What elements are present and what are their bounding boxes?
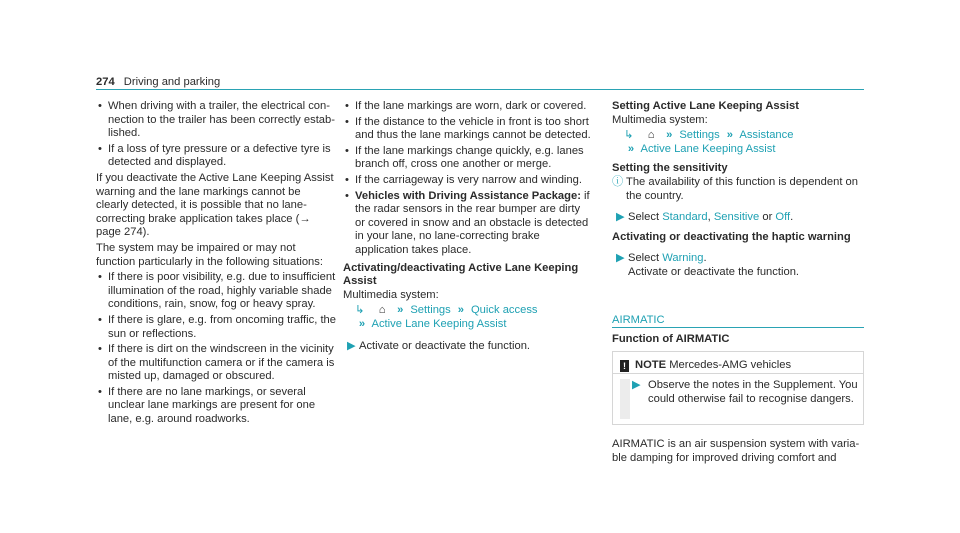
chevron-double-right-icon: » xyxy=(397,304,404,317)
period: . xyxy=(703,252,707,265)
home-icon: ⌂ xyxy=(647,129,655,142)
column-1 xyxy=(96,100,336,429)
multimedia-label: Multimedia system: xyxy=(612,113,708,126)
menu-settings-link[interactable]: Settings xyxy=(410,304,451,317)
menu-active-lane-keeping-link[interactable]: Active Lane Keeping Assist xyxy=(371,317,507,330)
chevron-double-right-icon: » xyxy=(726,129,733,142)
column-2 xyxy=(343,100,593,353)
option-standard[interactable]: Standard xyxy=(662,211,708,224)
list-item xyxy=(343,190,593,258)
info-icon: ⓘ xyxy=(612,175,624,188)
list-item: • If the carriageway is very narrow and winding. xyxy=(343,174,593,188)
section-heading: Setting the sensitivity xyxy=(612,162,728,175)
instruction-step xyxy=(612,252,864,279)
list-item: • If there is dirt on the windscreen in the vicinity of the multifunction camera or if the camera is misted up, damaged or obscured. xyxy=(96,343,336,384)
play-arrow-icon: ▶ xyxy=(616,211,625,224)
chevron-double-right-icon: » xyxy=(457,304,464,317)
instruction-step xyxy=(612,211,864,225)
header-rule xyxy=(96,89,864,90)
chevron-double-right-icon: » xyxy=(666,129,673,142)
step-text: Activate or deactivate the function. xyxy=(359,339,531,352)
menu-path xyxy=(343,304,593,318)
note-header xyxy=(620,359,791,373)
select-label: Select xyxy=(628,252,663,265)
bullet-list-2 xyxy=(343,100,593,258)
instruction-step xyxy=(343,340,593,354)
menu-assistance-link[interactable]: Assistance xyxy=(739,129,794,142)
section-title: AIRMATIC xyxy=(612,314,665,326)
note-heading: Mercedes-AMG vehicles xyxy=(669,359,792,371)
period: . xyxy=(790,211,794,224)
menu-path-continued xyxy=(343,318,593,332)
play-arrow-icon: ▶ xyxy=(347,339,356,352)
separator: , xyxy=(707,211,714,224)
bullet-list-1 xyxy=(96,100,336,170)
function-title: Function of AIRMATIC xyxy=(612,333,730,345)
home-icon: ⌂ xyxy=(378,304,386,317)
section-heading: Activating/deactivating Active Lane Keeping Assist xyxy=(343,261,579,288)
play-arrow-icon: ▶ xyxy=(632,379,641,391)
chevron-double-right-icon: » xyxy=(627,142,635,155)
info-text: The availability of this function is dependent on the country. xyxy=(626,175,858,202)
paragraph: The system may be impaired or may not function particularly in the following situations: xyxy=(96,241,323,268)
note-label: NOTE xyxy=(635,359,667,371)
package-text: if the radar sensors in the rear bumper are dirty or covered in snow and an obstacle is detected in your lane, no lane-correcting brake application takes place. xyxy=(355,189,590,256)
situations-list xyxy=(96,271,336,427)
option-warning[interactable]: Warning xyxy=(662,252,704,265)
package-label: Vehicles with Driving Assistance Package: xyxy=(355,189,581,202)
select-label: Select xyxy=(628,211,663,224)
note-text: Observe the notes in the Supplement. You could otherwise fail to recognise dangers. xyxy=(648,379,858,405)
section-name: Driving and parking xyxy=(123,76,221,88)
return-arrow-icon: ↳ xyxy=(355,304,365,317)
menu-active-lane-keeping-link[interactable]: Active Lane Keeping Assist xyxy=(640,142,776,155)
list-item: • If there are no lane markings, or several unclear lane markings are present for one lane, e.g. around roadworks. xyxy=(96,386,336,427)
play-arrow-icon: ▶ xyxy=(616,252,625,265)
section-rule xyxy=(612,327,864,328)
menu-path xyxy=(612,129,864,143)
chevron-double-right-icon: » xyxy=(358,317,366,330)
paragraph: AIRMATIC is an air suspension system with variable damping for improved driving comfort and xyxy=(612,438,860,464)
section-heading: Activating or deactivating the haptic warning xyxy=(612,230,851,243)
menu-settings-link[interactable]: Settings xyxy=(679,129,720,142)
separator: or xyxy=(759,211,776,224)
list-item: • If the lane markings are worn, dark or covered. xyxy=(343,100,593,114)
option-sensitive[interactable]: Sensitive xyxy=(713,211,760,224)
multimedia-label: Multimedia system: xyxy=(343,288,439,301)
section-heading: Setting Active Lane Keeping Assist xyxy=(612,100,799,112)
info-note xyxy=(612,176,864,203)
note-divider xyxy=(612,373,864,374)
menu-quick-access-link[interactable]: Quick access xyxy=(470,304,538,317)
return-arrow-icon: ↳ xyxy=(624,129,634,142)
paragraph: If you deactivate the Active Lane Keeping Assist warning and the lane markings cannot be clearly detected, it is possible that no lane-correcting brake application takes place (→ page 274). xyxy=(96,171,334,239)
list-item: • If there is glare, e.g. from oncoming traffic, the sun or reflections. xyxy=(96,314,336,341)
note-side-bar xyxy=(620,379,630,419)
page-number: 274 xyxy=(96,76,115,88)
list-item: • If there is poor visibility, e.g. due to insufficient illumination of the road, highly variable shade conditions, rain, snow, fog or heavy spray. xyxy=(96,271,336,312)
list-item: • If the lane markings change quickly, e.g. lanes branch off, cross one another or merge. xyxy=(343,145,593,172)
page-header xyxy=(96,76,864,90)
list-item: • When driving with a trailer, the electrical connection to the trailer has been correctly established. xyxy=(96,100,336,141)
column-3 xyxy=(612,100,864,280)
list-item: • If a loss of tyre pressure or a defective tyre is detected and displayed. xyxy=(96,143,336,170)
step-text: Activate or deactivate the function. xyxy=(628,265,800,278)
warning-exclamation-icon: ! xyxy=(620,360,629,372)
menu-path-continued xyxy=(612,143,864,157)
list-item: • If the distance to the vehicle in front is too short and thus the lane markings cannot be detected. xyxy=(343,116,593,143)
option-off[interactable]: Off xyxy=(775,211,791,224)
